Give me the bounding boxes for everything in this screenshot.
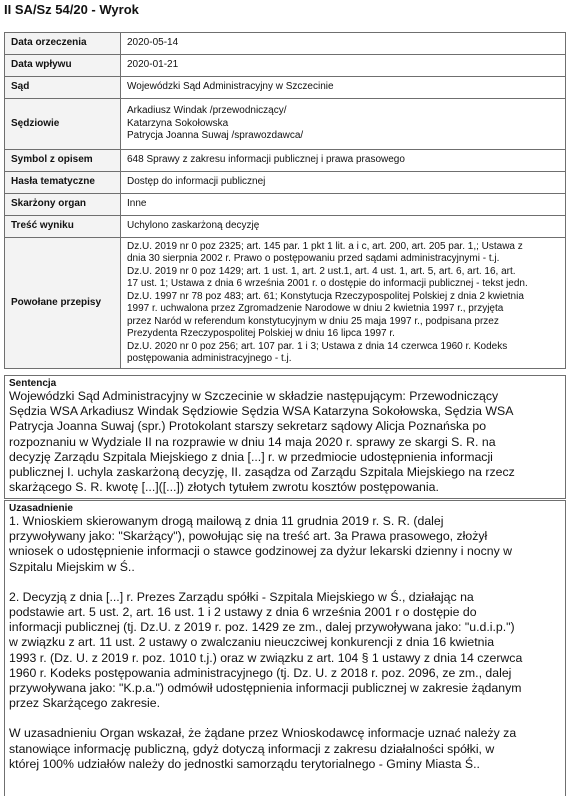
value-line: Uchylono zaskarżoną decyzję	[127, 220, 260, 232]
paragraph	[9, 590, 561, 712]
paragraph-line: przywoływany jako: "Skarżący"), powołując się na treść art. 3a Prawa prasowego, złożył	[9, 529, 488, 544]
value-line: 648 Sprawy z zakresu informacji publicznej i prawa prasowego	[127, 154, 405, 166]
metadata-value	[121, 216, 566, 238]
metadata-value	[121, 238, 566, 369]
paragraph-line: 1993 r. (Dz. U. z 2019 r. poz. 1010 t.j.) oraz w związku z art. 104 § 1 ustawy z dnia 14 czerwca	[9, 650, 523, 665]
sentencja-heading: Sentencja	[9, 378, 57, 389]
paragraph	[9, 514, 561, 575]
sentencja-line: Wojewódzki Sąd Administracyjny w Szczecinie w składzie następującym: Przewodniczący	[9, 389, 499, 403]
paragraph-line: 1. Wnioskiem skierowanym drogą mailową z dnia 11 grudnia 2019 r. S. R. (dalej	[9, 514, 444, 528]
paragraph-line: W uzasadnieniu Organ wskazał, że żądane przez Wnioskodawcę informacje uznać należy za	[9, 726, 517, 741]
sentencja-line: skarżącego S. R. kwotę [...]([...]) złotych tytułem zwrotu kosztów postępowania.	[9, 480, 439, 495]
provision-line: dnia 30 sierpnia 2002 r. Prawo o postępowaniu przed sądami administracyjnymi - t.j.	[127, 253, 500, 264]
metadata-label: Sąd	[5, 77, 121, 99]
provision-line: postępowania administracyjnego - t.j.	[127, 353, 292, 364]
paragraph-line: podstawie art. 5 ust. 2, art. 16 ust. 1 i 2 ustawy z dnia 6 września 2001 r o dostępie do	[9, 605, 477, 620]
uzasadnienie-heading: Uzasadnienie	[9, 503, 73, 514]
sentencja-section	[4, 375, 566, 499]
provision-line: Dz.U. 2020 nr 0 poz 256; art. 107 par. 1 i 3; Ustawa z dnia 14 czerwca 1960 r. Kodeks	[127, 340, 508, 352]
paragraph-gap	[9, 575, 561, 590]
metadata-value	[121, 99, 566, 150]
metadata-value	[121, 33, 566, 55]
provision-line: przez Naród w referendum konstytucyjnym w dniu 25 maja 1997 r., podpisana przez	[127, 315, 499, 327]
provision-line: 17 ust. 1; Ustawa z dnia 6 września 2001 r. o dostępie do informacji publicznej - tekst jedn.	[127, 278, 528, 289]
metadata-label: Data orzeczenia	[5, 33, 121, 55]
value-line: Inne	[127, 198, 147, 210]
paragraph-line: przywoływana jako: "K.p.a.") odmówił udostępnienia informacji publicznej w zakresie żądanym	[9, 681, 522, 696]
metadata-label: Data wpływu	[5, 55, 121, 77]
metadata-label: Powołane przepisy	[5, 238, 121, 369]
judge-name: Arkadiusz Windak /przewodniczący/	[127, 105, 287, 117]
metadata-value	[121, 55, 566, 77]
judge-name: Katarzyna Sokołowska	[127, 117, 229, 129]
metadata-label: Sędziowie	[5, 99, 121, 150]
sentencja-line: Patrycja Joanna Suwaj (spr.) Protokolant starszy sekretarz sądowy Alicja Poznańska po	[9, 419, 487, 434]
metadata-value	[121, 194, 566, 216]
paragraph-line: której 100% udziałów należy do jednostki samorządu terytorialnego - Gminy Miasta Ś..	[9, 756, 480, 771]
metadata-row-sad	[5, 77, 566, 99]
metadata-label: Symbol z opisem	[5, 150, 121, 172]
sentencja-body	[5, 389, 565, 495]
metadata-row-wynik	[5, 216, 566, 238]
paragraph	[9, 726, 561, 772]
metadata-value	[121, 150, 566, 172]
paragraph-line: przez Skarżącego zakresie.	[9, 696, 161, 711]
provision-line: Dz.U. 1997 nr 78 poz 483; art. 61; Konstytucja Rzeczypospolitej Polskiej z dnia 2 kwietnia	[127, 290, 524, 302]
sentencja-line: rozpoznaniu w Wydziale II na rozprawie w dniu 14 maja 2020 r. sprawy ze skargi S. R. na	[9, 434, 496, 449]
paragraph-gap	[9, 711, 561, 726]
metadata-value	[121, 172, 566, 194]
metadata-table	[4, 32, 566, 369]
value-line: Dostęp do informacji publicznej	[127, 176, 266, 188]
judge-name: Patrycja Joanna Suwaj /sprawozdawca/	[127, 130, 304, 142]
uzasadnienie-section	[4, 500, 566, 796]
paragraph-line: w związku z art. 11 ust. 2 ustawy o zwalczaniu nieuczciwej konkurencji z dnia 16 kwietnia	[9, 635, 495, 650]
sentencja-line: decyzję Zarządu Szpitala Miejskiego z dnia [...] r. w przedmiocie udostępnienia informacji	[9, 449, 493, 464]
metadata-row-symbol	[5, 150, 566, 172]
metadata-row-hasla	[5, 172, 566, 194]
paragraph-line: informacji publicznej (tj. Dz.U. z 2019 r. poz. 1429 ze zm., dalej przywoływana jako: "u.d.i.p.")	[9, 620, 515, 635]
sentencja-line: publicznej I. uchyla zaskarżoną decyzję, II. zasądza od Zarządu Szpitala Miejskiego na rzecz	[9, 465, 515, 480]
provision-line: Prezydenta Rzeczypospolitej Polskiej w dniu 16 lipca 1997 r.	[127, 328, 395, 339]
paragraph-line: stanowiące informację publiczną, gdyż dotyczą informacji z zakresu działalności spółki, w	[9, 741, 495, 756]
metadata-label: Hasła tematyczne	[5, 172, 121, 194]
sentencja-line: Sędzia WSA Arkadiusz Windak Sędziowie Sędzia WSA Katarzyna Sokołowska, Sędzia WSA	[9, 404, 514, 419]
metadata-row-przepisy	[5, 238, 566, 369]
paragraph-line: wniosek o udostępnienie informacji o stawce godzinowej za dyżur lekarski dzienny i nocny w	[9, 544, 513, 559]
paragraph-line: 1960 r. Kodeks postępowania administracyjnego (tj. Dz. U. z 2018 r. poz. 2096, ze zm., dalej	[9, 665, 512, 680]
metadata-value	[121, 77, 566, 99]
value-line: 2020-01-21	[127, 59, 179, 71]
metadata-label: Treść wyniku	[5, 216, 121, 238]
metadata-label: Skarżony organ	[5, 194, 121, 216]
provision-line: Dz.U. 2019 nr 0 poz 1429; art. 1 ust. 1, art. 2 ust.1, art. 4 ust. 1, art. 5, art. 6, art. 16, art.	[127, 265, 516, 277]
paragraph-line: 2. Decyzją z dnia [...] r. Prezes Zarządu spółki - Szpitala Miejskiego w Ś., działając na	[9, 589, 474, 604]
metadata-row-data-orzeczenia	[5, 33, 566, 55]
provision-line: 1997 r. uchwalona przez Zgromadzenie Narodowe w dniu 2 kwietnia 1997 r., przyjęta	[127, 303, 504, 314]
uzasadnienie-body	[5, 514, 565, 772]
value-line: Wojewódzki Sąd Administracyjny w Szczecinie	[127, 81, 334, 93]
provision-line: Dz.U. 2019 nr 0 poz 2325; art. 145 par. 1 pkt 1 lit. a i c, art. 200, art. 205 par. 1,; Ustawa z	[127, 240, 523, 252]
paragraph-line: Szpitalu Miejskim w Ś..	[9, 559, 135, 574]
page-title: II SA/Sz 54/20 - Wyrok	[4, 2, 139, 17]
metadata-row-data-wplywu	[5, 55, 566, 77]
metadata-row-organ	[5, 194, 566, 216]
value-line: 2020-05-14	[127, 37, 179, 49]
metadata-row-sedziowie	[5, 99, 566, 150]
